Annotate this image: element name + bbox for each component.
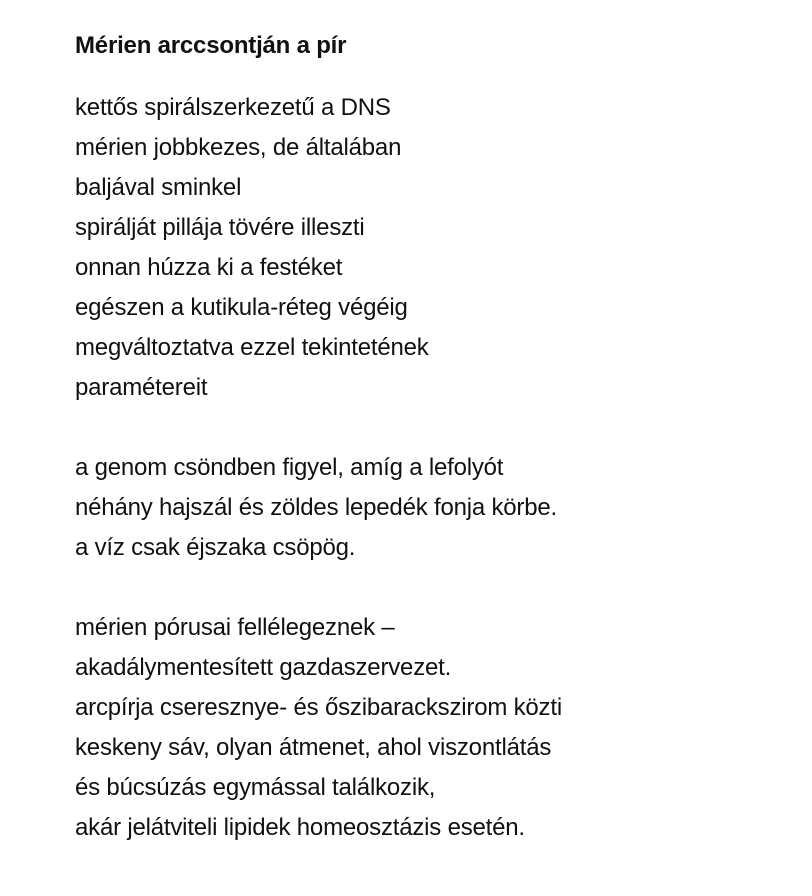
- poem-line: néhány hajszál és zöldes lepedék fonja körbe.: [75, 494, 557, 521]
- stanza-2: [75, 448, 795, 568]
- poem-line: arcpírja cseresznye- és őszibarackszirom közti: [75, 694, 562, 721]
- poem-line: mérien jobbkezes, de általában: [75, 134, 402, 161]
- stanza-3: [75, 608, 795, 848]
- poem-line: onnan húzza ki a festéket: [75, 254, 343, 281]
- poem: [75, 28, 795, 888]
- stanza-1: [75, 88, 795, 408]
- poem-line: és búcsúzás egymással találkozik,: [75, 774, 436, 801]
- poem-line: mérien pórusai fellélegeznek –: [75, 614, 395, 641]
- poem-line: baljával sminkel: [75, 174, 242, 201]
- poem-title: Mérien arccsontján a pír: [75, 32, 347, 59]
- poem-line: paramétereit: [75, 374, 208, 401]
- poem-line: egészen a kutikula-réteg végéig: [75, 294, 408, 321]
- poem-line: megváltoztatva ezzel tekintetének: [75, 334, 429, 361]
- poem-line: akadálymentesített gazdaszervezet.: [75, 654, 452, 681]
- poem-line: spirálját pillája tövére illeszti: [75, 214, 365, 241]
- poem-line: a víz csak éjszaka csöpög.: [75, 534, 356, 561]
- poem-line: a genom csöndben figyel, amíg a lefolyót: [75, 454, 504, 481]
- poem-line: akár jelátviteli lipidek homeosztázis esetén.: [75, 814, 525, 841]
- poem-line: keskeny sáv, olyan átmenet, ahol viszontlátás: [75, 734, 552, 761]
- poem-line: kettős spirálszerkezetű a DNS: [75, 94, 391, 121]
